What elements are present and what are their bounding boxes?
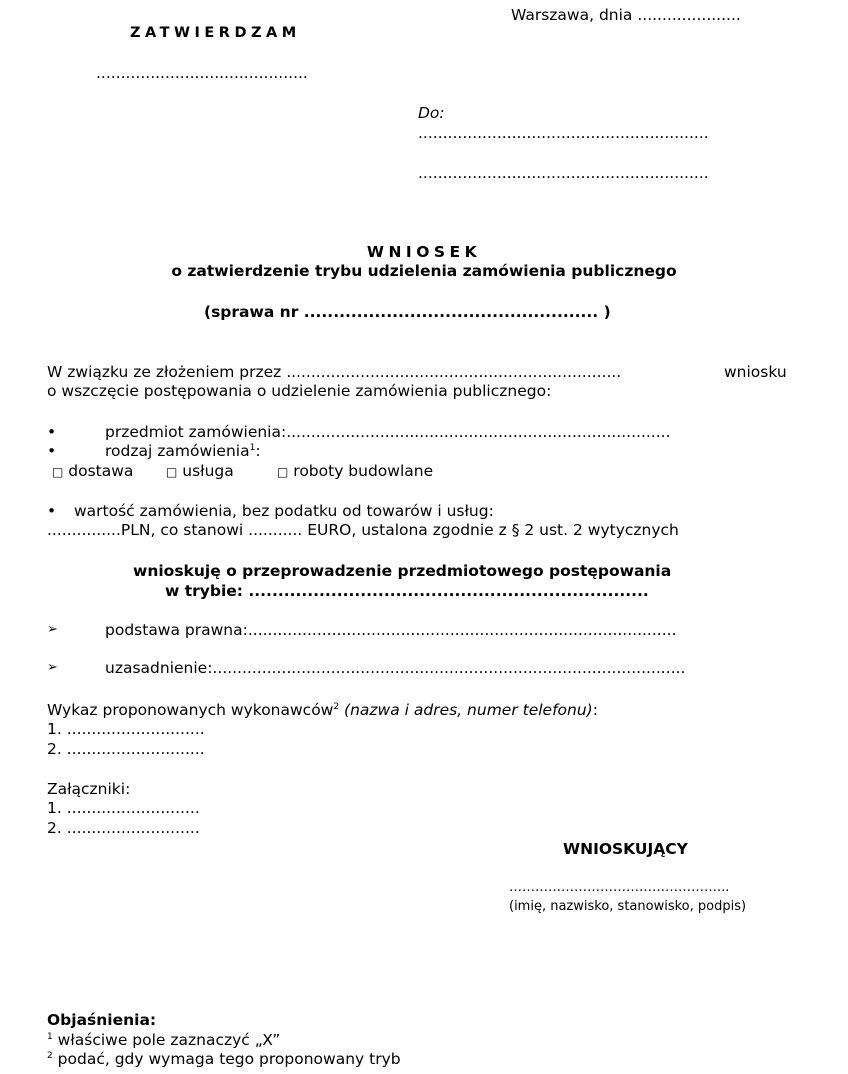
footnote-ref-2: 2: [333, 701, 340, 712]
note-2-text: podać, gdy wymaga tego proponowany tryb: [57, 1050, 401, 1068]
note-1: [47, 1031, 280, 1049]
bullet-icon: •: [47, 442, 57, 460]
attachments-heading: Załączniki:: [47, 780, 131, 798]
option-usluga[interactable]: [166, 462, 234, 480]
bullet-icon: •: [47, 423, 57, 441]
option-dostawa[interactable]: [52, 462, 133, 480]
arrow-icon: ➢: [47, 622, 58, 637]
option-label: usługa: [182, 462, 234, 480]
attachment-1: 1. ...........................: [47, 799, 200, 817]
contractors-colon: :: [592, 701, 598, 719]
note-1-marker: 1: [47, 1031, 53, 1042]
signature-title: WNIOSKUJĄCY: [563, 840, 688, 858]
option-label: dostawa: [68, 462, 134, 480]
arrow-icon: ➢: [47, 660, 58, 675]
footnote-ref-1: 1: [249, 442, 256, 453]
value-label: wartość zamówienia, bez podatku od towarów i usług:: [74, 502, 494, 520]
checkbox-icon: □: [166, 465, 178, 479]
checkbox-icon: □: [52, 465, 64, 479]
document-subtitle: o zatwierdzenie trybu udzielenia zamówienia publicznego: [171, 262, 677, 280]
intro-line-2: o wszczęcie postępowania o udzielenie zamówienia publicznego:: [47, 382, 552, 400]
option-roboty-budowlane[interactable]: [277, 462, 433, 480]
justification: uzasadnienie:................................................................................................: [105, 659, 686, 677]
checkbox-icon: □: [277, 465, 289, 479]
option-label: roboty budowlane: [293, 462, 434, 480]
notes-title: Objaśnienia:: [47, 1011, 157, 1029]
request-line-1: wnioskuję o przeprowadzenie przedmiotowego postępowania: [133, 562, 672, 580]
signature-caption: (imię, nazwisko, stanowisko, podpis): [509, 899, 747, 914]
attachment-2: 2. ...........................: [47, 819, 200, 837]
bullet-icon: •: [47, 502, 57, 520]
to-label: Do:: [418, 104, 445, 122]
place-date: Warszawa, dnia .....................: [511, 6, 741, 24]
intro-line-1: W związku ze złożeniem przez ....................................................................: [47, 363, 622, 381]
contractors-hint: (nazwa i adres, numer telefonu): [344, 701, 593, 719]
item-subject: przedmiot zamówienia:..............................................................................: [105, 423, 671, 441]
approve-signature-line: ...........................................: [96, 64, 308, 82]
request-line-2: w trybie: ....................................................................: [165, 582, 649, 600]
intro-line-1-end: wniosku: [724, 363, 787, 381]
item-type-label: rodzaj zamówienia: [105, 442, 250, 460]
contractor-1: 1. ............................: [47, 720, 205, 738]
to-line-1: ...........................................................: [418, 124, 709, 142]
contractors-label: Wykaz proponowanych wykonawców: [47, 701, 334, 719]
approve-heading: ZATWIERDZAM: [130, 25, 301, 41]
case-number: (sprawa nr .................................................. ): [204, 303, 611, 321]
contractor-2: 2. ............................: [47, 740, 205, 758]
signature-line: …………………………………………...: [509, 880, 730, 895]
document-title: WNIOSEK: [366, 243, 482, 261]
note-2: [47, 1050, 401, 1068]
note-2-marker: 2: [47, 1050, 53, 1061]
item-type: [105, 442, 261, 460]
legal-basis: podstawa prawna:.......................................................................................: [105, 621, 677, 639]
contractors-heading: [47, 701, 598, 719]
item-type-colon: :: [255, 442, 261, 460]
to-line-2: ...........................................................: [418, 164, 709, 182]
value-line: ...............PLN, co stanowi ........... EURO, ustalona zgodnie z § 2 ust. 2 wytycznych: [47, 521, 679, 539]
note-1-text: właściwe pole zaznaczyć „X”: [57, 1031, 281, 1049]
